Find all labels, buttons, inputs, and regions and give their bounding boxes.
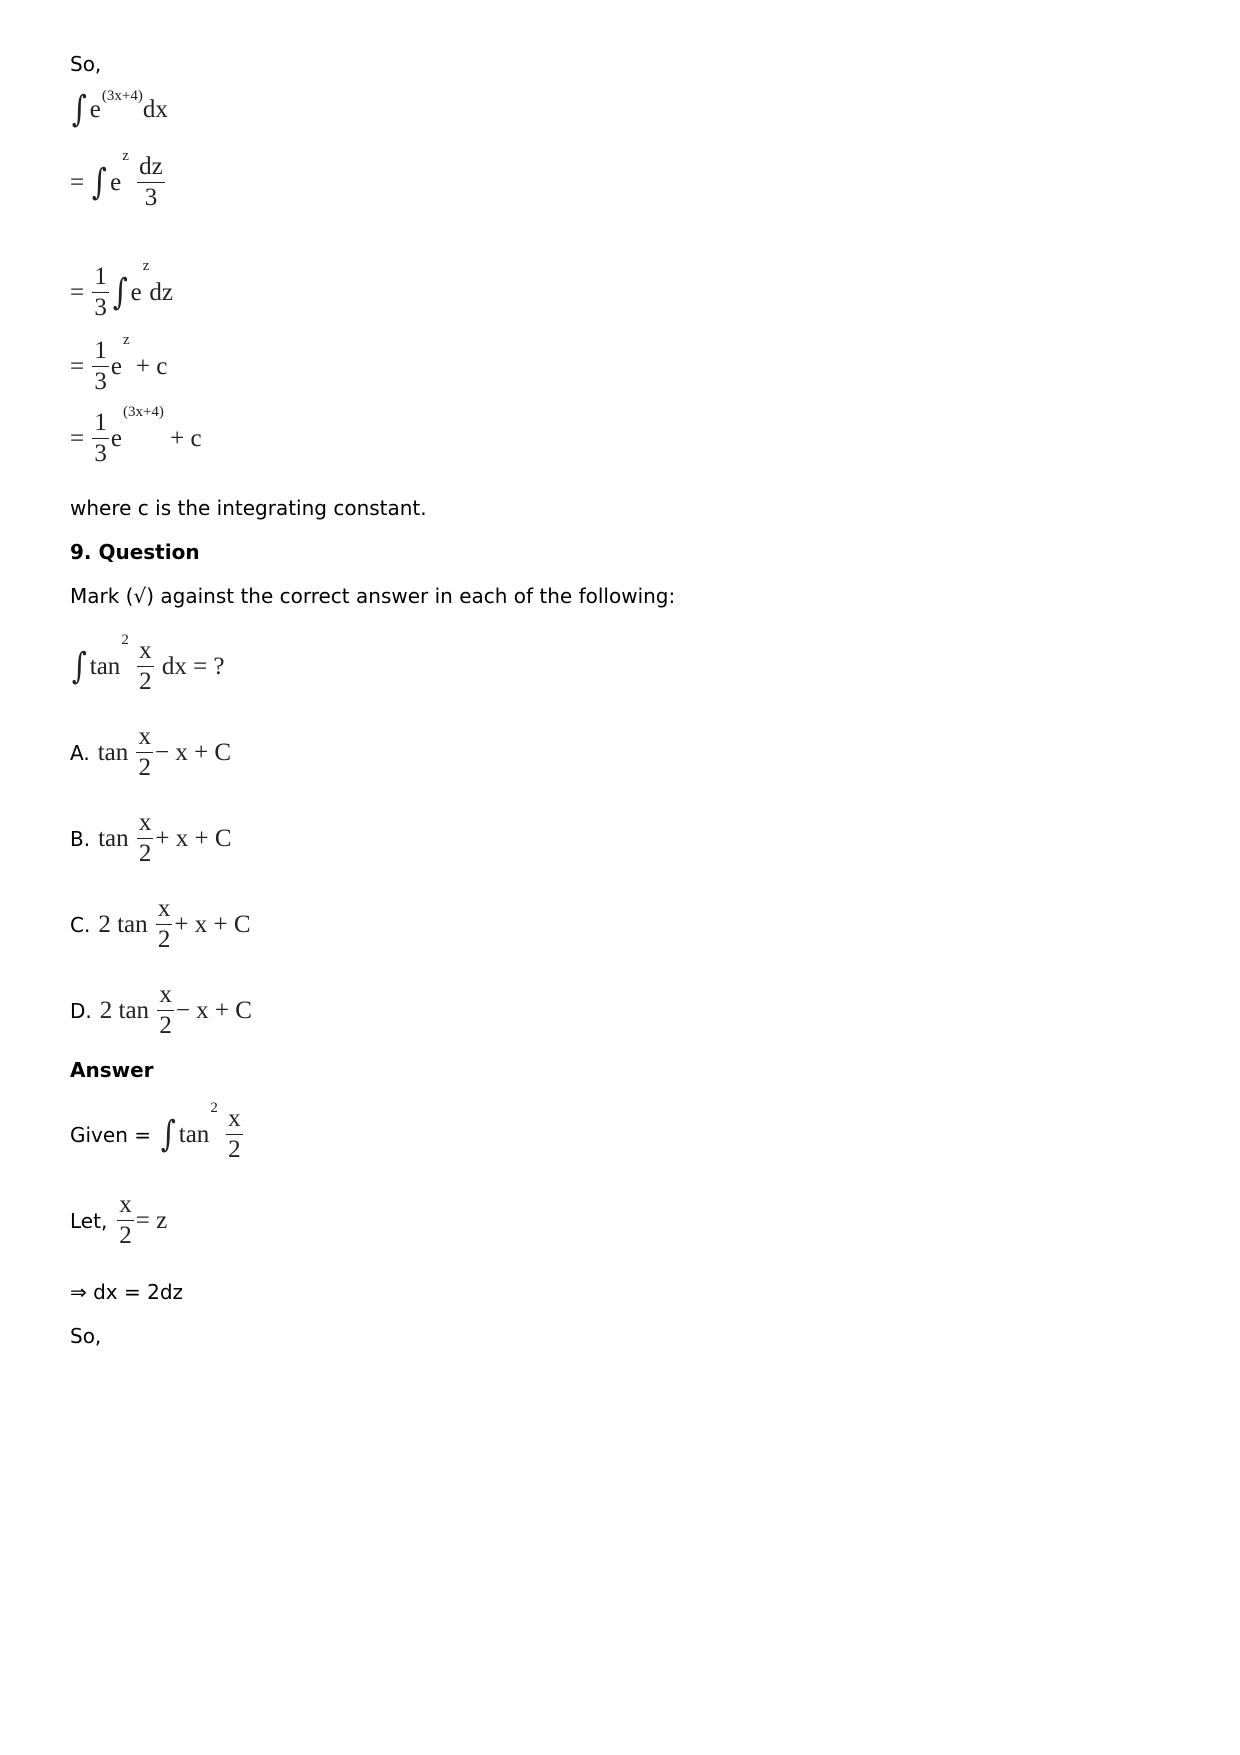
numerator: 1 [92,408,109,439]
integral-step-2 [70,148,167,213]
denominator: 2 [157,926,171,953]
integral-step-1 [70,88,168,130]
exp-base: e [110,168,122,196]
exp-base: e [130,278,142,306]
fraction [157,980,174,1041]
numerator: x [137,636,154,667]
numerator: 1 [92,262,109,293]
denominator: 3 [94,368,107,395]
fraction [92,408,109,469]
integral-sign: ∫ [92,161,108,203]
question-heading: 9. Question [70,540,200,564]
fraction [92,336,109,397]
integral-step-3 [70,258,174,323]
fraction [156,894,173,955]
dx-relation: ⇒ dx = 2dz [70,1280,184,1304]
question-expression [70,632,225,697]
option-label: C. [70,912,91,937]
exponent: z [122,148,129,164]
integral-step-5 [70,404,202,469]
constant-term: + c [170,424,202,452]
question-tail: dx = ? [161,652,225,680]
tan-function: tan [97,738,129,766]
answer-heading: Answer [70,1058,154,1082]
option-a[interactable] [70,722,231,783]
exp-base: e [110,352,122,380]
denominator: 2 [138,840,152,867]
exponent: (3x+4) [122,404,164,420]
exp-base: e [89,96,101,123]
equals-sign: = [70,168,85,196]
option-tail: + x + C [174,910,251,938]
numerator: 1 [92,336,109,367]
option-tail: + x + C [155,824,232,852]
denominator: 3 [94,294,107,321]
document-page [70,0,1170,1755]
fraction [137,636,154,697]
tan-function: tan [117,910,148,938]
so-label-top: So, [70,52,102,76]
power: 2 [210,1100,218,1116]
option-tail: − x + C [175,996,252,1024]
substitution-tail: = z [135,1206,168,1234]
equals-sign: = [70,278,85,306]
denominator: 2 [138,754,151,781]
differential: dz [149,278,174,306]
integral-sign: ∫ [71,645,87,687]
power: 2 [121,632,129,648]
integral-sign: ∫ [71,89,87,130]
numerator: x [226,1104,243,1135]
numerator: dz [137,152,165,183]
denominator: 2 [159,1012,172,1039]
integral-step-4 [70,332,168,397]
fraction [92,262,109,323]
fraction [137,808,154,869]
denominator: 2 [119,1222,132,1249]
numerator: x [156,894,173,925]
let-label: Let, [70,1208,108,1233]
tan-function: tan [98,824,129,852]
integral-sign: ∫ [160,1113,176,1155]
denominator: 2 [228,1136,241,1163]
coefficient: 2 [99,996,113,1024]
tan-function: tan [89,652,121,680]
fraction [117,1190,134,1251]
exponent: z [122,332,130,348]
equals-sign: = [70,424,85,452]
numerator: x [117,1190,134,1221]
differential: dx [142,96,168,123]
equals-sign: = [70,352,85,380]
numerator: x [157,980,174,1011]
option-c[interactable] [70,894,251,955]
fraction [137,152,165,213]
question-instruction: Mark (√) against the correct answer in each of the following: [70,584,676,608]
tan-function: tan [118,996,150,1024]
given-expression [70,1100,245,1165]
fraction [136,722,153,783]
fraction [226,1104,243,1165]
option-label: D. [70,998,92,1023]
numerator: x [136,722,153,753]
denominator: 2 [139,668,152,695]
option-tail: − x + C [154,738,232,766]
exp-base: e [110,424,122,452]
numerator: x [137,808,154,839]
coefficient: 2 [98,910,111,938]
exponent: z [142,258,150,274]
tan-function: tan [178,1120,210,1148]
constant-note: where c is the integrating constant. [70,496,427,520]
given-label: Given = [70,1122,151,1147]
option-d[interactable] [70,980,252,1041]
denominator: 3 [144,184,158,211]
option-label: B. [70,826,91,851]
exponent: (3x+4) [101,88,143,104]
constant-term: + c [135,352,168,380]
so-label-bottom: So, [70,1324,102,1348]
integral-sign: ∫ [112,271,128,313]
option-b[interactable] [70,808,232,869]
denominator: 3 [94,440,107,467]
substitution-expression [70,1190,167,1251]
option-label: A. [70,740,90,765]
